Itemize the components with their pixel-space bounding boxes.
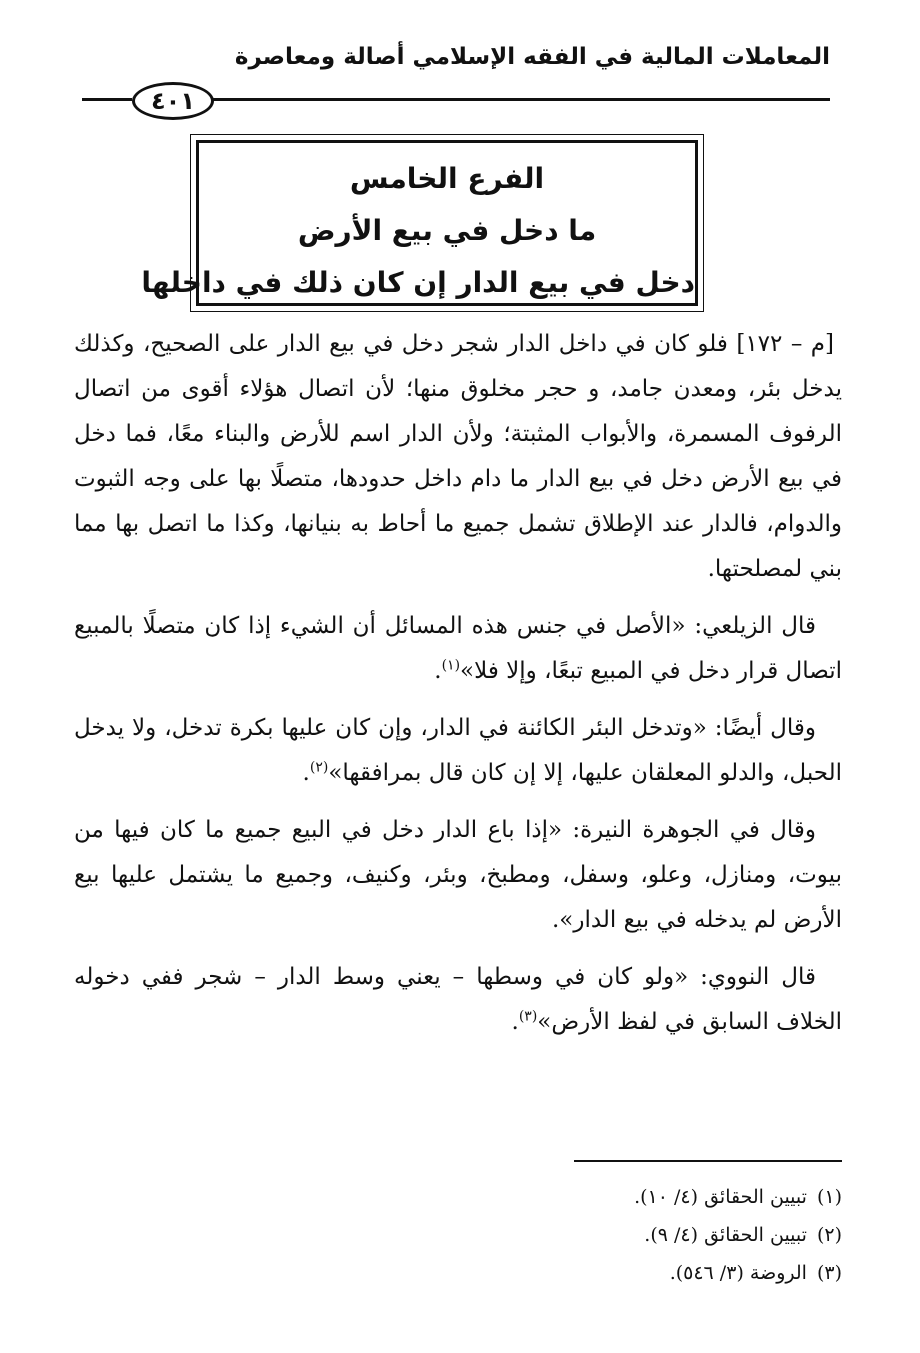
paragraph-2: قال الزيلعي: «الأصل في جنس هذه المسائل أن الشيء إذا كان متصلًا بالمبيع اتصال قرار دخل في المبيع تبعًا، وإلا فلا»$^{(١)}$. [74,613,842,684]
paragraph-5: قال النووي: «ولو كان في وسطها – يعني وسط الدار – شجر ففي دخوله الخلاف السابق في لفظ الأرض»$^{(٣)}$. [74,964,842,1035]
paragraph-2-text: قال الزيلعي: «الأصل في جنس هذه المسائل أن الشيء إذا كان متصلًا بالمبيع اتصال قرار دخل في المبيع تبعًا، وإلا فلا» [74,613,842,684]
paragraph-4-text: وقال في الجوهرة النيرة: «إذا باع الدار دخل في البيع جميع ما كان فيها من بيوت، ومنازل، وعلو، وسفل، ومطبخ، وبئر، وكنيف، وجميع ما يشتمل عليها بيع الأرض لم يدخله في بيع الدار». [74,817,842,933]
paragraph-1 [74,322,842,592]
footnote-ref-2: (٢) [309,759,329,776]
running-title: المعاملات المالية في الفقه الإسلامي أصالة ومعاصرة [234,44,830,70]
section-title-line-2: ما دخل في بيع الأرض [297,214,597,247]
footnote-item [282,1254,842,1292]
footnote-item [282,1216,842,1254]
footnote-text: الروضة (٣/ ٥٤٦). [669,1262,807,1284]
footnote-ref-1: (١) [441,657,461,674]
section-title-box [141,134,704,312]
section-title-frame [141,140,698,306]
page-number: ٤٠١ [132,82,214,120]
header-rule [180,98,830,101]
footnote-ref-3: (٣) [518,1008,538,1025]
footnotes [282,1178,842,1292]
main-text [74,322,842,1057]
footnote-separator [574,1160,842,1162]
header-rule-tail [82,98,132,101]
footnote-item [282,1178,842,1216]
section-title-line-1: الفرع الخامس [349,162,545,195]
paragraph-1-text: [م – ١٧٢] فلو كان في داخل الدار شجر دخل في بيع الدار على الصحيح، وكذلك يدخل بئر، ومعدن جامد، و حجر مخلوق منها؛ لأن اتصال هؤلاء أقوى من اتصال الرفوف المسمرة، والأبواب المثبتة؛ ولأن الدار اسم للأرض والبناء معًا، فما دخل في بيع الأرض دخل في بيع الدار ما دام داخل حدودها، متصلًا بها على وجه الثبوت والدوام، فالدار عند الإطلاق تشمل جميع ما أحاط به بنيانها، وكذا ما اتصل بها مما بني لمصلحتها. [74,331,842,582]
paragraph-4 [74,808,842,943]
paragraph-5-text: قال النووي: «ولو كان في وسطها – يعني وسط الدار – شجر ففي دخوله الخلاف السابق في لفظ الأرض» [74,964,842,1035]
footnote-text: تبيين الحقائق (٤/ ١٠). [634,1186,807,1208]
paragraph-3: وقال أيضًا: «وتدخل البئر الكائنة في الدار، وإن كان عليها بكرة تدخل، ولا يدخل الحبل، والدلو المعلقان عليها، إلا إن كان قال بمرافقها»$^{(٢)}$. [74,715,842,786]
footnote-number: (٢) [816,1224,842,1246]
page-header [82,38,830,118]
footnote-number: (٣) [816,1262,842,1284]
paragraph-3-text: وقال أيضًا: «وتدخل البئر الكائنة في الدار، وإن كان عليها بكرة تدخل، ولا يدخل الحبل، والدلو المعلقان عليها، إلا إن كان قال بمرافقها» [74,715,842,786]
section-title-line-3: دخل في بيع الدار إن كان ذلك في داخلها [141,266,695,299]
footnote-number: (١) [816,1186,842,1208]
footnote-text: تبيين الحقائق (٤/ ٩). [644,1224,807,1246]
